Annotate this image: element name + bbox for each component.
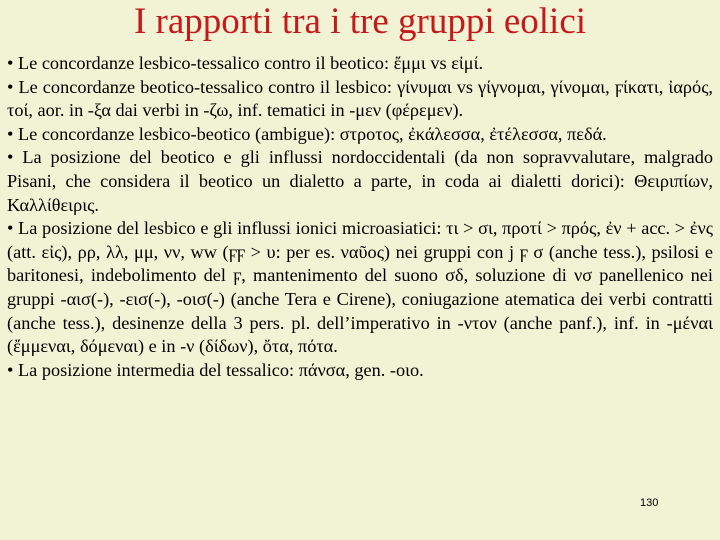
bullet-paragraph: • Le concordanze lesbico-tessalico contro il beotico: ἔμμι vs εἰμί.	[7, 53, 484, 73]
bullet-paragraph: • La posizione del beotico e gli influssi nordoccidentali (da non sopravvalutare, malgrado Pisani, che considera il beotico un dialetto a parte, in coda ai dialetti dorici): Θειριπίων, Καλλίθειρις.	[7, 147, 713, 215]
slide-title: I rapporti tra i tre gruppi eolici	[133, 1, 587, 42]
slide-body	[7, 52, 713, 382]
bullet-paragraph: • La posizione intermedia del tessalico: πάνσα, gen. ‑οιο.	[7, 359, 424, 380]
bullet-paragraph: • Le concordanze lesbico-beotico (ambigue): στροτος, ἐκάλεσσα, ἐτέλεσσα, πεδά.	[7, 123, 607, 144]
bullet-paragraph: • La posizione del lesbico e gli influssi ionici microasiatici: τι > σι, προτί > πρός, ἐν + acc. > ἐνς (att. εἰς), ρρ, λλ, μμ, νν, ww (ϝϝ > υ: per es. ναῦος) nei gruppi con j ϝ σ (anche tess.), psilosi e baritonesi, indebolimento del ϝ, mantenimento del suono σδ, soluzione di νσ panellenico nei gruppi ‑αισ(‑), ‑εισ(‑), ‑οισ(‑) (anche Tera e Cirene), coniugazione atematica dei verbi contratti (anche tess.), desinenze della 3 pers. pl. dell’imperativo in ‑ντον (anche panf.), inf. in ‑μέναι (ἔμμεναι, δόμεναι) e in ‑ν (δίδων), ὄτα, πότα.	[7, 218, 713, 357]
bullet-paragraph: • Le concordanze beotico-tessalico contro il lesbico: γίνυμαι vs γίγνομαι, γίνομαι, ϝίκατι, ἰαρός, τοί, aor. in ‑ξα dai verbi in ‑ζω, inf. tematici in ‑μεν (φέρεμεν).	[7, 76, 713, 121]
page-number: 130	[640, 497, 659, 509]
